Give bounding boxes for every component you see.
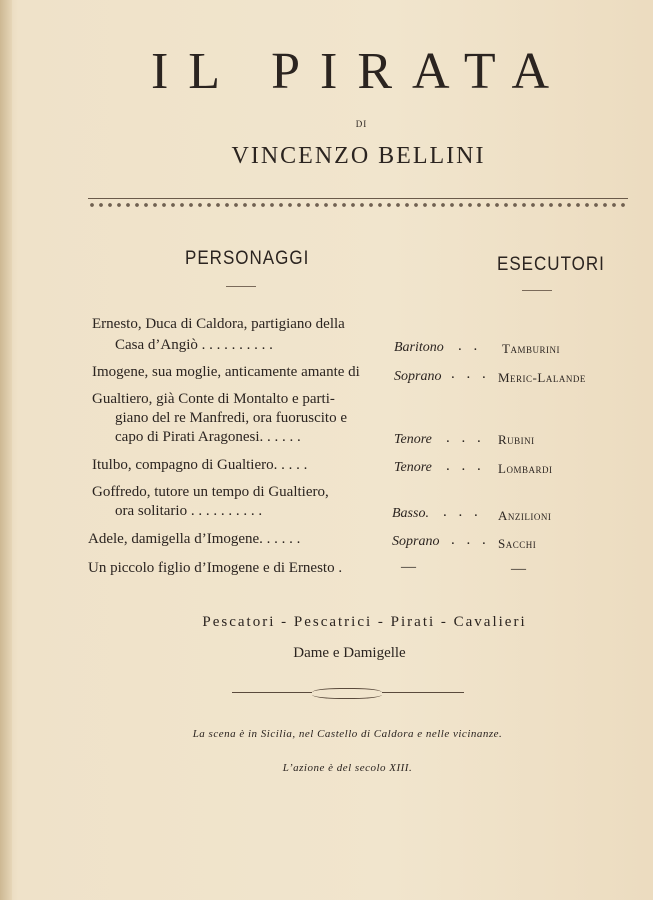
role-ernesto-sep: . . — [458, 338, 482, 354]
role-goffredo-singer: Anzilioni — [498, 508, 552, 523]
role-adele-singer: Sacchi — [498, 536, 537, 551]
role-goffredo-line-2: ora solitario . . . . . . . . . . — [115, 503, 263, 519]
role-gualtiero-line-3: capo di Pirati Aragonesi. . . . . . — [115, 429, 301, 445]
ornament-divider — [88, 196, 628, 214]
chorus-line-2: Dame e Damigelle — [293, 645, 406, 661]
esecutori-rule — [522, 290, 552, 291]
opera-title: IL PIRATA — [150, 43, 569, 100]
personaggi-rule — [226, 286, 256, 287]
composer-name: VINCENZO BELLINI — [231, 143, 486, 169]
role-ernesto-voice: Baritono — [394, 340, 444, 355]
role-goffredo-line-1: Goffredo, tutore un tempo di Gualtiero, — [92, 484, 329, 500]
role-adele-voice: Soprano — [392, 534, 440, 549]
role-gualtiero-line-2: giano del re Manfredi, ora fuoruscito e — [115, 410, 347, 426]
role-gualtiero-sep: . . . — [446, 430, 485, 446]
role-imogene-singer: Meric-Lalande — [498, 370, 586, 385]
role-adele-sep: . . . — [451, 532, 490, 548]
chorus-line: Pescatori - Pescatrici - Pirati - Cavalieri — [202, 614, 527, 630]
role-goffredo-sep: . . . — [443, 504, 482, 520]
role-gualtiero-line-1: Gualtiero, già Conte di Montalto e parti- — [92, 391, 335, 407]
role-figlio-singer: — — [511, 561, 526, 577]
scene-note: La scena è in Sicilia, nel Castello di Caldora e nelle vicinanze. — [192, 728, 503, 740]
role-imogene-sep: . . . — [451, 366, 490, 382]
role-ernesto-singer: Tamburini — [502, 341, 560, 356]
role-itulbo-line-1: Itulbo, compagno di Gualtiero. . . . . — [92, 457, 308, 473]
role-ernesto-line-1: Ernesto, Duca di Caldora, partigiano della — [92, 316, 345, 332]
role-goffredo-voice: Basso. — [392, 506, 429, 521]
role-figlio-voice: — — [401, 559, 416, 575]
role-figlio-line-1: Un piccolo figlio d’Imogene e di Ernesto . — [88, 560, 343, 576]
role-imogene-line-1: Imogene, sua moglie, anticamente amante di — [92, 364, 360, 380]
role-itulbo-voice: Tenore — [394, 460, 432, 475]
role-gualtiero-voice: Tenore — [394, 432, 432, 447]
role-gualtiero-singer: Rubini — [498, 432, 535, 447]
esecutori-header: ESECUTORI — [497, 252, 605, 275]
role-ernesto-line-2: Casa d’Angiò . . . . . . . . . . — [115, 337, 273, 353]
role-adele-line-1: Adele, damigella d’Imogene. . . . . . — [88, 531, 301, 547]
personaggi-header: PERSONAGGI — [185, 246, 310, 269]
small-ornament-divider — [232, 688, 464, 698]
role-itulbo-sep: . . . — [446, 458, 485, 474]
by-label: DI — [355, 119, 368, 129]
role-itulbo-singer: Lombardi — [498, 461, 553, 476]
epoch-note: L’azione è del secolo XIII. — [282, 762, 413, 774]
role-imogene-voice: Soprano — [394, 369, 442, 384]
